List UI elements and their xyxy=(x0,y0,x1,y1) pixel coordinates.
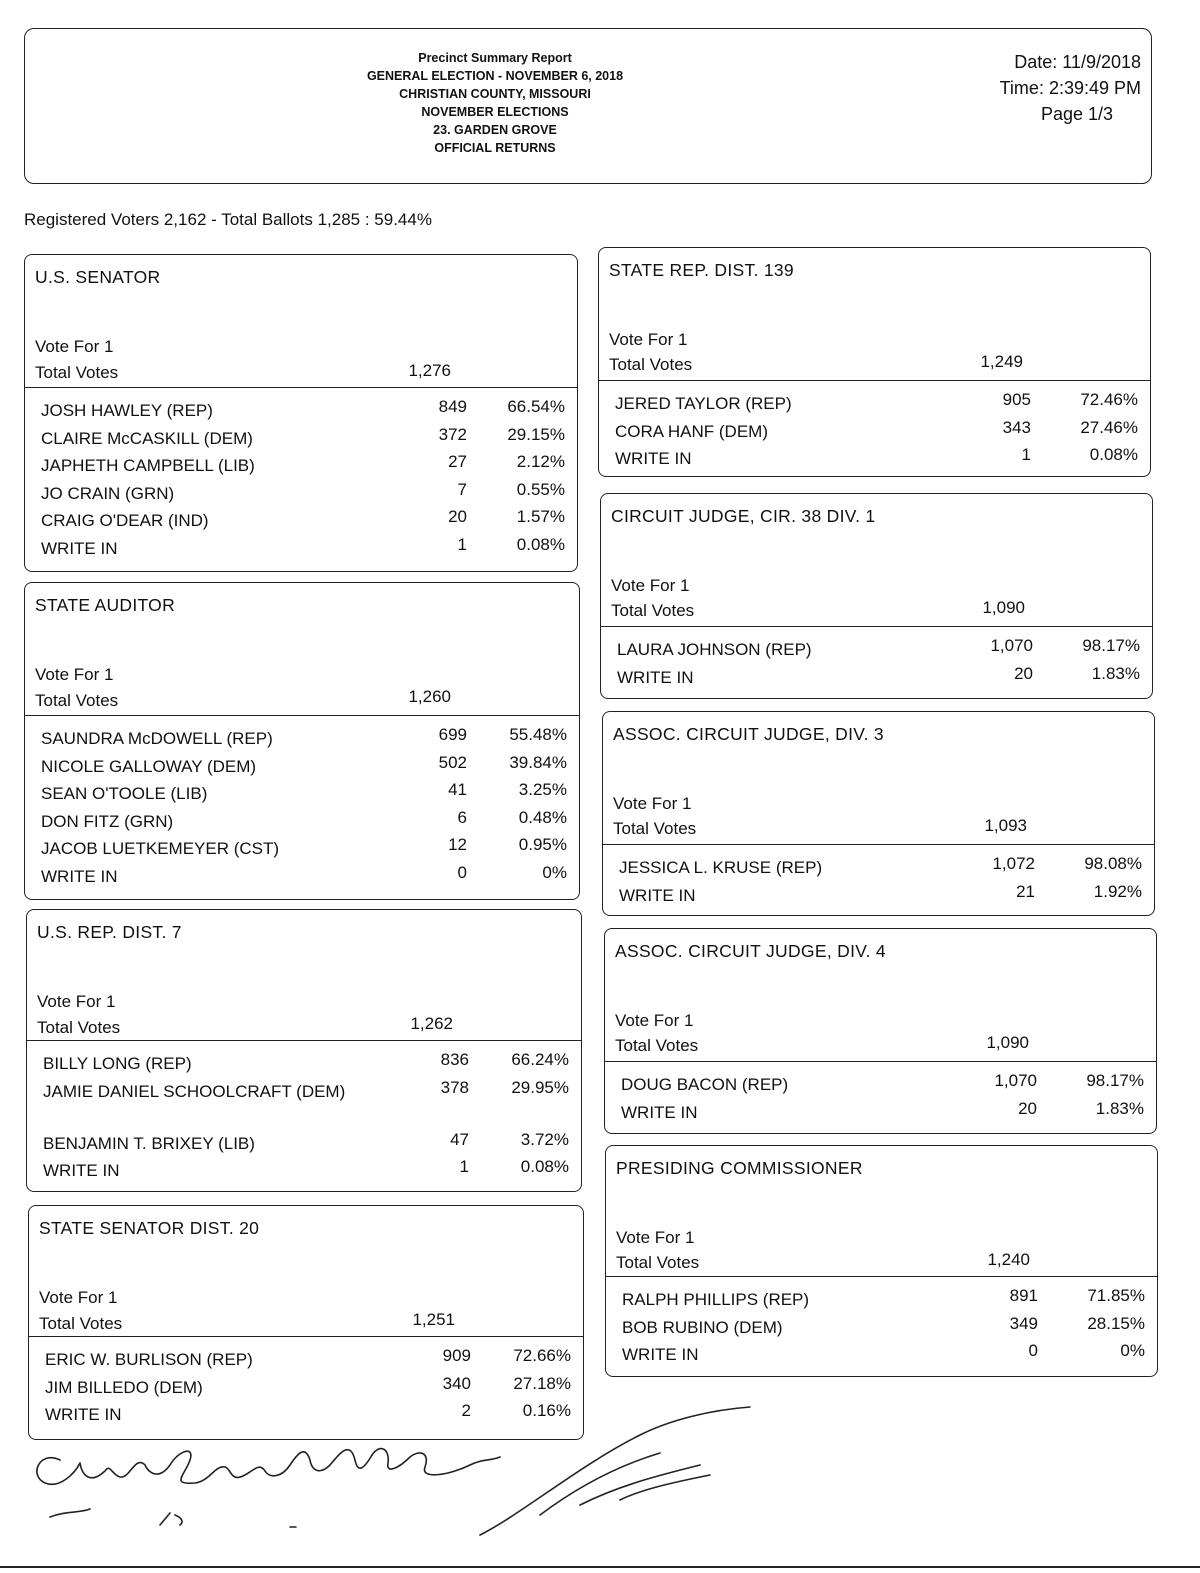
contest-title: STATE AUDITOR xyxy=(35,595,176,615)
candidate-row xyxy=(43,1078,569,1130)
candidate-votes: 2 xyxy=(461,1401,471,1420)
vote-for-label: Vote For 1 xyxy=(35,665,114,684)
candidate-name: CORA HANF (DEM) xyxy=(615,421,768,441)
candidate-votes: 47 xyxy=(450,1129,469,1149)
candidate-votes: 20 xyxy=(1014,663,1033,683)
contest-title: PRESIDING COMMISSIONER xyxy=(616,1158,863,1178)
candidate-name: ERIC W. BURLISON (REP) xyxy=(45,1350,253,1369)
candidate-pct: 98.17% xyxy=(1086,1071,1144,1090)
candidate-row xyxy=(43,1130,569,1158)
candidate-votes: 27 xyxy=(448,452,467,471)
candidate-row xyxy=(41,780,567,808)
vote-for-label: Vote For 1 xyxy=(615,1011,694,1030)
contest-title: ASSOC. CIRCUIT JUDGE, DIV. 4 xyxy=(615,941,886,961)
total-votes-label: Total Votes xyxy=(616,1253,700,1272)
candidate-votes: 1 xyxy=(459,1157,469,1176)
signatures xyxy=(20,1405,760,1555)
candidate-votes: 1 xyxy=(457,534,467,554)
total-votes-label: Total Votes xyxy=(37,1018,121,1037)
candidate-row xyxy=(615,445,1138,473)
total-votes-label: Total Votes xyxy=(611,601,695,620)
candidate-pct: 0.55% xyxy=(516,479,565,499)
candidate-votes: 12 xyxy=(448,835,467,854)
candidate-pct: 72.46% xyxy=(1080,390,1138,409)
candidate-row xyxy=(622,1341,1145,1369)
candidate-row xyxy=(617,664,1140,692)
candidate-name: JESSICA L. KRUSE (REP) xyxy=(619,858,823,877)
candidate-name: WRITE IN xyxy=(622,1345,699,1364)
contest-title: STATE REP. DIST. 139 xyxy=(609,260,794,280)
total-votes-value: 1,093 xyxy=(984,816,1027,835)
candidate-row xyxy=(41,397,565,425)
candidate-name: JO CRAIN (GRN) xyxy=(41,483,175,503)
candidate-name: DOUG BACON (REP) xyxy=(621,1075,789,1094)
candidate-list xyxy=(41,725,567,890)
divider xyxy=(599,380,1150,381)
candidate-votes: 21 xyxy=(1016,881,1035,901)
candidate-votes: 909 xyxy=(442,1346,471,1365)
contest-title: STATE SENATOR DIST. 20 xyxy=(39,1218,260,1238)
election-name: GENERAL ELECTION - NOVEMBER 6, 2018 xyxy=(366,69,624,83)
candidate-votes: 7 xyxy=(457,479,467,499)
contest-presiding-commissioner xyxy=(605,1145,1158,1377)
signature-mark xyxy=(50,1509,296,1527)
candidate-votes: 349 xyxy=(1009,1313,1038,1333)
total-votes-label: Total Votes xyxy=(609,355,693,374)
total-votes-value: 1,090 xyxy=(982,598,1025,617)
report-date: Date: 11/9/2018 xyxy=(1014,52,1141,72)
total-votes-value: 1,090 xyxy=(986,1033,1029,1052)
divider xyxy=(25,715,579,716)
vote-for-label: Vote For 1 xyxy=(616,1228,695,1247)
candidate-row xyxy=(41,725,567,753)
total-votes-label: Total Votes xyxy=(613,819,697,838)
candidate-pct: 27.46% xyxy=(1080,417,1138,437)
candidate-row xyxy=(41,863,567,891)
candidate-name: CRAIG O'DEAR (IND) xyxy=(41,511,209,530)
vote-for-label: Vote For 1 xyxy=(611,576,690,595)
vote-for-label: Vote For 1 xyxy=(609,330,688,349)
candidate-pct: 55.48% xyxy=(509,725,567,744)
candidate-votes: 20 xyxy=(448,507,467,526)
candidate-pct: 1.57% xyxy=(516,507,565,526)
candidate-row xyxy=(45,1346,571,1374)
candidate-pct: 0.08% xyxy=(1089,445,1138,464)
total-votes-label: Total Votes xyxy=(35,363,119,382)
signature-1 xyxy=(37,1449,500,1485)
candidate-list xyxy=(43,1050,569,1185)
candidate-votes: 836 xyxy=(440,1050,469,1069)
candidate-votes: 849 xyxy=(438,397,467,416)
vote-for-label: Vote For 1 xyxy=(613,794,692,813)
contest-circuit-judge-div-1 xyxy=(600,493,1153,699)
contest-assoc-circuit-judge-div-3 xyxy=(602,711,1155,916)
candidate-pct: 1.83% xyxy=(1091,663,1140,683)
candidate-name: WRITE IN xyxy=(41,538,118,558)
candidate-name: JAMIE DANIEL SCHOOLCRAFT (DEM) xyxy=(43,1081,346,1101)
candidate-row xyxy=(615,390,1138,418)
candidate-name: JOSH HAWLEY (REP) xyxy=(41,401,213,420)
vote-for-label: Vote For 1 xyxy=(35,337,114,356)
candidate-votes: 41 xyxy=(448,780,467,799)
candidate-row xyxy=(41,452,565,480)
candidate-pct: 29.95% xyxy=(511,1077,569,1097)
returns-label: OFFICIAL RETURNS xyxy=(434,141,556,155)
candidate-list xyxy=(41,397,565,562)
divider xyxy=(27,1040,581,1041)
contest-us-senator xyxy=(24,254,578,572)
divider xyxy=(605,1061,1156,1062)
candidate-pct: 0.48% xyxy=(518,807,567,827)
total-votes-label: Total Votes xyxy=(615,1036,699,1055)
candidate-row xyxy=(615,418,1138,446)
candidate-pct: 98.17% xyxy=(1082,636,1140,655)
page-bottom-edge xyxy=(0,1566,1200,1568)
candidate-name: CLAIRE McCASKILL (DEM) xyxy=(41,428,253,448)
total-votes-value: 1,262 xyxy=(410,1014,453,1033)
report-header xyxy=(24,28,1152,184)
divider xyxy=(29,1336,583,1337)
contest-title: ASSOC. CIRCUIT JUDGE, DIV. 3 xyxy=(613,724,884,744)
candidate-votes: 1,072 xyxy=(992,854,1035,873)
precinct-name: 23. GARDEN GROVE xyxy=(433,123,557,137)
candidate-name: WRITE IN xyxy=(45,1405,122,1424)
candidate-name: BOB RUBINO (DEM) xyxy=(622,1317,783,1337)
candidate-pct: 71.85% xyxy=(1087,1286,1145,1305)
candidate-name: LAURA JOHNSON (REP) xyxy=(617,640,812,659)
candidate-row xyxy=(43,1157,569,1185)
page-number: Page 1/3 xyxy=(1040,104,1113,124)
candidate-row xyxy=(619,854,1142,882)
candidate-row xyxy=(622,1286,1145,1314)
candidate-name: JAPHETH CAMPBELL (LIB) xyxy=(41,456,255,475)
turnout-summary: Registered Voters 2,162 - Total Ballots 1,285 : 59.44% xyxy=(24,210,432,229)
total-votes-value: 1,276 xyxy=(408,361,451,380)
header-meta xyxy=(1000,49,1141,127)
candidate-row xyxy=(619,882,1142,910)
candidate-name: SEAN O'TOOLE (LIB) xyxy=(41,784,208,803)
candidate-pct: 66.54% xyxy=(507,397,565,416)
header-titles xyxy=(295,49,695,157)
candidate-row xyxy=(621,1071,1144,1099)
candidate-list xyxy=(617,636,1140,691)
report-time: Time: 2:39:49 PM xyxy=(999,78,1141,98)
report-title: Precinct Summary Report xyxy=(418,51,572,65)
candidate-pct: 98.08% xyxy=(1084,854,1142,873)
elections-label: NOVEMBER ELECTIONS xyxy=(421,105,569,119)
candidate-name: WRITE IN xyxy=(617,667,694,687)
candidate-votes: 1,070 xyxy=(994,1071,1037,1090)
candidate-name: WRITE IN xyxy=(43,1161,120,1180)
candidate-pct: 0.08% xyxy=(516,534,565,554)
candidate-row xyxy=(41,753,567,781)
divider xyxy=(25,387,577,388)
candidate-votes: 1,070 xyxy=(990,636,1033,655)
candidate-pct: 3.25% xyxy=(518,780,567,799)
candidate-votes: 699 xyxy=(438,725,467,744)
candidate-pct: 0.95% xyxy=(518,835,567,854)
candidate-pct: 0.16% xyxy=(522,1401,571,1420)
candidate-pct: 72.66% xyxy=(513,1346,571,1365)
candidate-pct: 28.15% xyxy=(1087,1313,1145,1333)
candidate-votes: 0 xyxy=(1028,1341,1038,1360)
contest-assoc-circuit-judge-div-4 xyxy=(604,928,1157,1134)
candidate-name: WRITE IN xyxy=(41,866,118,886)
contest-title: U.S. REP. DIST. 7 xyxy=(37,922,182,942)
candidate-name: JIM BILLEDO (DEM) xyxy=(45,1377,203,1397)
candidate-pct: 27.18% xyxy=(513,1373,571,1393)
county-name: CHRISTIAN COUNTY, MISSOURI xyxy=(399,87,591,101)
candidate-row xyxy=(41,808,567,836)
candidate-name: BENJAMIN T. BRIXEY (LIB) xyxy=(43,1133,255,1153)
candidate-name: WRITE IN xyxy=(615,449,692,468)
candidate-row xyxy=(45,1374,571,1402)
divider xyxy=(606,1276,1157,1277)
candidate-pct: 2.12% xyxy=(516,452,565,471)
candidate-list xyxy=(619,854,1142,909)
candidate-list xyxy=(621,1071,1144,1126)
candidate-row xyxy=(43,1050,569,1078)
candidate-pct: 1.83% xyxy=(1095,1098,1144,1118)
signature-2 xyxy=(480,1407,750,1535)
contest-title: CIRCUIT JUDGE, CIR. 38 DIV. 1 xyxy=(611,506,876,526)
candidate-row xyxy=(621,1099,1144,1127)
candidate-pct: 39.84% xyxy=(509,752,567,772)
vote-for-label: Vote For 1 xyxy=(37,992,116,1011)
candidate-pct: 29.15% xyxy=(507,424,565,444)
candidate-votes: 1 xyxy=(1021,445,1031,464)
candidate-votes: 905 xyxy=(1002,390,1031,409)
candidate-name: BILLY LONG (REP) xyxy=(43,1054,192,1073)
candidate-row xyxy=(41,835,567,863)
candidate-pct: 0% xyxy=(1120,1341,1145,1360)
divider xyxy=(601,626,1152,627)
total-votes-value: 1,260 xyxy=(408,687,451,706)
candidate-votes: 0 xyxy=(457,862,467,882)
candidate-row xyxy=(41,425,565,453)
candidate-votes: 343 xyxy=(1002,417,1031,437)
candidate-name: DON FITZ (GRN) xyxy=(41,811,174,831)
contest-state-rep-dist-139 xyxy=(598,247,1151,477)
candidate-name: WRITE IN xyxy=(619,885,696,905)
divider xyxy=(603,844,1154,845)
contest-state-auditor xyxy=(24,582,580,900)
candidate-name: RALPH PHILLIPS (REP) xyxy=(622,1290,810,1309)
vote-for-label: Vote For 1 xyxy=(39,1288,118,1307)
total-votes-label: Total Votes xyxy=(39,1314,123,1333)
candidate-row xyxy=(41,507,565,535)
candidate-name: SAUNDRA McDOWELL (REP) xyxy=(41,729,273,748)
contest-title: U.S. SENATOR xyxy=(35,267,161,287)
total-votes-value: 1,251 xyxy=(412,1310,455,1329)
candidate-name: JACOB LUETKEMEYER (CST) xyxy=(41,839,280,858)
candidate-votes: 502 xyxy=(438,752,467,772)
total-votes-value: 1,249 xyxy=(980,352,1023,371)
candidate-name: JERED TAYLOR (REP) xyxy=(615,394,792,413)
candidate-row xyxy=(41,535,565,563)
candidate-row xyxy=(41,480,565,508)
candidate-votes: 378 xyxy=(440,1077,469,1097)
candidate-row xyxy=(622,1314,1145,1342)
total-votes-label: Total Votes xyxy=(35,691,119,710)
candidate-row xyxy=(617,636,1140,664)
candidate-pct: 0% xyxy=(542,862,567,882)
candidate-pct: 66.24% xyxy=(511,1050,569,1069)
candidate-pct: 1.92% xyxy=(1093,881,1142,901)
candidate-list xyxy=(615,390,1138,473)
candidate-votes: 372 xyxy=(438,424,467,444)
candidate-votes: 20 xyxy=(1018,1098,1037,1118)
contest-us-rep-dist-7 xyxy=(26,909,582,1192)
candidate-votes: 340 xyxy=(442,1373,471,1393)
candidate-pct: 3.72% xyxy=(520,1129,569,1149)
candidate-name: WRITE IN xyxy=(621,1102,698,1122)
candidate-pct: 0.08% xyxy=(520,1157,569,1176)
total-votes-value: 1,240 xyxy=(987,1250,1030,1269)
candidate-votes: 891 xyxy=(1009,1286,1038,1305)
candidate-list xyxy=(622,1286,1145,1369)
candidate-votes: 6 xyxy=(457,807,467,827)
candidate-name: NICOLE GALLOWAY (DEM) xyxy=(41,756,257,776)
